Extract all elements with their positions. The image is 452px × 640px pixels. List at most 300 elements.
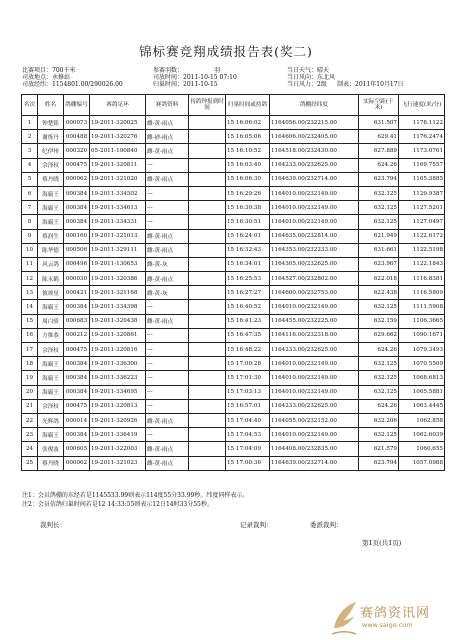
table-cell: 13 bbox=[22, 286, 38, 300]
table-cell: 雌-黄-雨点 bbox=[146, 116, 189, 130]
table-cell: 623.794 bbox=[359, 456, 399, 470]
table-cell: 海霸王 bbox=[38, 385, 64, 399]
table-cell: 谢炼丹 bbox=[38, 130, 64, 144]
committee-signature-label: 委派裁判： bbox=[310, 521, 343, 529]
table-cell: 25 bbox=[22, 456, 38, 470]
table-cell: --- bbox=[146, 201, 189, 215]
place-text: 司放地点：永修站 bbox=[22, 74, 71, 81]
table-cell: 624.26 bbox=[359, 158, 399, 172]
table-cell: 000421 bbox=[64, 286, 90, 300]
table-cell: 000475 bbox=[64, 158, 90, 172]
table-cell: 19-2011-320025 bbox=[90, 116, 146, 130]
table-cell: 624.26 bbox=[359, 343, 399, 357]
table-cell: 15 16:25:53 bbox=[226, 272, 270, 286]
table-cell: 1169.7557 bbox=[399, 158, 445, 172]
table-cell: 621.579 bbox=[359, 442, 399, 456]
table-cell: --- bbox=[146, 343, 189, 357]
table-cell: 彼竣星 bbox=[38, 286, 64, 300]
table-cell: 19-2011-336419 bbox=[90, 428, 146, 442]
table-cell: 1065.5881 bbox=[399, 385, 445, 399]
weather-text: 当日天气：晴天 bbox=[287, 67, 330, 74]
results-table bbox=[21, 94, 445, 471]
table-cell: 佘泽权 bbox=[38, 399, 64, 413]
entries-value: 羽 bbox=[214, 67, 221, 74]
table-cell: 631.661 bbox=[359, 243, 399, 257]
table-cell: 05-2011-190840 bbox=[90, 144, 146, 158]
table-cell bbox=[189, 144, 226, 158]
table-cell: 000384 bbox=[64, 371, 90, 385]
table-row bbox=[22, 257, 445, 271]
table-cell bbox=[189, 186, 226, 200]
table-cell: 632.125 bbox=[359, 357, 399, 371]
column-header: 名次 bbox=[22, 95, 38, 116]
table-cell: 1122.1843 bbox=[399, 257, 445, 271]
wind-force-text: 当日风力：2级 bbox=[287, 81, 327, 88]
table-cell: 000475 bbox=[64, 343, 90, 357]
table-cell: 15 17:01:30 bbox=[226, 371, 270, 385]
table-cell: 海霸王 bbox=[38, 201, 64, 215]
table-cell: 000384 bbox=[64, 357, 90, 371]
table-cell bbox=[189, 229, 226, 243]
table-cell: 000384 bbox=[64, 186, 90, 200]
table-row bbox=[22, 201, 445, 215]
table-cell: 9 bbox=[22, 229, 38, 243]
table-cell: 1164233.00/232625.00 bbox=[270, 158, 359, 172]
table-cell: 1164056.00/232215.00 bbox=[270, 116, 359, 130]
table-cell: 19-2011-320438 bbox=[90, 314, 146, 328]
table-row bbox=[22, 272, 445, 286]
table-cell: 000683 bbox=[64, 314, 90, 328]
table-cell: 19-2011-334695 bbox=[90, 385, 146, 399]
table-cell: 1164305.00/232625.00 bbox=[270, 257, 359, 271]
table-cell: 1 bbox=[22, 116, 38, 130]
table-cell: 1062.6039 bbox=[399, 428, 445, 442]
table-cell: 雌-黄-雨点 bbox=[146, 243, 189, 257]
table-cell: --- bbox=[146, 357, 189, 371]
table-cell: 15 17:04:09 bbox=[226, 442, 270, 456]
table-cell: 1063.4445 bbox=[399, 399, 445, 413]
table-cell: 风云鸽 bbox=[38, 257, 64, 271]
table-cell: 631.507 bbox=[359, 116, 399, 130]
table-row bbox=[22, 399, 445, 413]
table-cell: 1164010.00/232149.00 bbox=[270, 215, 359, 229]
table-cell: 陈永鹤 bbox=[38, 272, 64, 286]
table-cell: 15 bbox=[22, 314, 38, 328]
table-cell: 19-2011-320861 bbox=[90, 328, 146, 342]
table-header-row bbox=[22, 95, 445, 116]
table-cell: 632.125 bbox=[359, 371, 399, 385]
table-row bbox=[22, 116, 445, 130]
return-time-text: 归巢时间：2011-10-15 bbox=[153, 81, 218, 88]
table-row bbox=[22, 300, 445, 314]
table-cell bbox=[189, 286, 226, 300]
table-cell: 000384 bbox=[64, 385, 90, 399]
table-cell: 5 bbox=[22, 172, 38, 186]
table-cell: 佘泽权 bbox=[38, 343, 64, 357]
table-cell: 15 16:05:06 bbox=[226, 130, 270, 144]
table-cell: 632.125 bbox=[359, 385, 399, 399]
table-row bbox=[22, 215, 445, 229]
table-cell: --- bbox=[146, 399, 189, 413]
table-cell: 纪伊州 bbox=[38, 144, 64, 158]
table-cell: 1164639.00/232714.00 bbox=[270, 172, 359, 186]
table-cell: 19-2011-336300 bbox=[90, 357, 146, 371]
table-cell: 雌-黄-雨点 bbox=[146, 413, 189, 427]
table-cell: 雌-黄-雨点 bbox=[146, 442, 189, 456]
table-cell: 632.125 bbox=[359, 186, 399, 200]
table-cell: 1068.6813 bbox=[399, 371, 445, 385]
table-cell: 19-2011-329111 bbox=[90, 243, 146, 257]
table-cell: 1176.2474 bbox=[399, 130, 445, 144]
table-body bbox=[22, 116, 445, 471]
table-cell: 629.41 bbox=[359, 130, 399, 144]
table-cell: 629.662 bbox=[359, 328, 399, 342]
wind-direction-text: 当日风向：东北风 bbox=[287, 74, 336, 81]
table-cell: 19-2011-320926 bbox=[90, 413, 146, 427]
table-cell: 24 bbox=[22, 442, 38, 456]
table-cell: 1164233.00/232625.00 bbox=[270, 343, 359, 357]
table-cell: 19-2011-320816 bbox=[90, 343, 146, 357]
table-cell bbox=[189, 201, 226, 215]
table-cell: 1164518.00/232430.00 bbox=[270, 144, 359, 158]
table-cell: 1062.858 bbox=[399, 413, 445, 427]
table-cell: 632.125 bbox=[359, 300, 399, 314]
table-cell: 3 bbox=[22, 144, 38, 158]
table-cell: 佘泽权 bbox=[38, 158, 64, 172]
table-cell: 15 16:30:51 bbox=[226, 215, 270, 229]
table-cell: 15 16:06:02 bbox=[226, 116, 270, 130]
table-cell: 7 bbox=[22, 201, 38, 215]
table-cell: 1127.0497 bbox=[399, 215, 445, 229]
table-cell: 000062 bbox=[64, 456, 90, 470]
table-cell: 海霸王 bbox=[38, 186, 64, 200]
table-cell: 15 16:41:23 bbox=[226, 314, 270, 328]
coords-text: 司放经纬：1154801.00/290026.00 bbox=[22, 81, 123, 88]
table-cell: 15 16:24:01 bbox=[226, 229, 270, 243]
project-text: 比赛项目：700千米 bbox=[22, 67, 76, 74]
table-cell: 623.794 bbox=[359, 172, 399, 186]
column-header: 鸽棚经纬度 bbox=[270, 95, 359, 116]
table-cell: 1127.5201 bbox=[399, 201, 445, 215]
table-cell: 1164055.00/232152.00 bbox=[270, 413, 359, 427]
table-cell: 15 16:03:40 bbox=[226, 158, 270, 172]
table-cell: 海霸王 bbox=[38, 371, 64, 385]
table-cell: --- bbox=[146, 371, 189, 385]
table-cell: 15 16:57:01 bbox=[226, 399, 270, 413]
table-cell: 000384 bbox=[64, 215, 90, 229]
table-cell: 光辉鸽 bbox=[38, 413, 64, 427]
table-cell: 1164233.00/232625.00 bbox=[270, 399, 359, 413]
table-cell: 1164010.00/232149.00 bbox=[270, 428, 359, 442]
table-cell: 000384 bbox=[64, 300, 90, 314]
table-cell: 000506 bbox=[64, 243, 90, 257]
table-cell: 15 16:10:52 bbox=[226, 144, 270, 158]
table-cell: 蔡丹晓 bbox=[38, 172, 64, 186]
table-row bbox=[22, 456, 445, 470]
table-cell bbox=[189, 130, 226, 144]
table-cell: 雌-黄-雨点 bbox=[146, 144, 189, 158]
pigeon-logo-icon bbox=[330, 598, 358, 636]
column-header: 归巢时间或持鸽 bbox=[226, 95, 270, 116]
table-cell: 11 bbox=[22, 257, 38, 271]
page-number: 第1页(共1页) bbox=[362, 539, 402, 547]
table-cell bbox=[189, 328, 226, 342]
table-cell: 19-2011-334331 bbox=[90, 215, 146, 229]
entries-label: 参赛羽数： bbox=[153, 67, 184, 74]
table-cell: 19 bbox=[22, 371, 38, 385]
table-cell: --- bbox=[146, 300, 189, 314]
table-row bbox=[22, 371, 445, 385]
table-cell: 1173.0761 bbox=[399, 144, 445, 158]
table-cell: 1106.3665 bbox=[399, 314, 445, 328]
table-cell: 1164455.00/232225.00 bbox=[270, 314, 359, 328]
table-cell: 10 bbox=[22, 243, 38, 257]
table-cell: 19-2011-334613 bbox=[90, 201, 146, 215]
report-title: 锦标赛竞翔成绩报告表(奖二) bbox=[139, 44, 313, 59]
table-cell: 1164010.00/232149.00 bbox=[270, 201, 359, 215]
table-cell: --- bbox=[146, 428, 189, 442]
table-cell: 632.125 bbox=[359, 215, 399, 229]
table-cell: 1164600.00/232753.00 bbox=[270, 286, 359, 300]
table-cell: 1122.5198 bbox=[399, 243, 445, 257]
table-cell: 蔡润生 bbox=[38, 229, 64, 243]
column-header: 鸽棚编号 bbox=[64, 95, 90, 116]
table-cell: 1178.1122 bbox=[399, 116, 445, 130]
table-cell: 000014 bbox=[64, 413, 90, 427]
watermark bbox=[330, 598, 448, 638]
table-cell: 16 bbox=[22, 328, 38, 342]
table-cell: 19-2011-322003 bbox=[90, 442, 146, 456]
note-1: 注1：会员鸽棚的东经若是1145533.99则表示114度55分33.99秒。纬度同样表示。 bbox=[22, 492, 249, 499]
table-cell bbox=[189, 385, 226, 399]
table-cell: 19-2011-320276 bbox=[90, 130, 146, 144]
table-cell: 雌-黄-雨点 bbox=[146, 272, 189, 286]
table-cell: 1164010.00/232149.00 bbox=[270, 385, 359, 399]
table-cell: 1164635.00/232814.00 bbox=[270, 229, 359, 243]
table-cell: 1070.5509 bbox=[399, 357, 445, 371]
table-cell: 1122.6172 bbox=[399, 229, 445, 243]
column-header: 持鸽钟报到时间 bbox=[189, 95, 226, 116]
table-cell: 19-2011-334398 bbox=[90, 300, 146, 314]
table-cell bbox=[189, 172, 226, 186]
table-cell: 1164353.00/232233.00 bbox=[270, 243, 359, 257]
column-header: 姓名 bbox=[38, 95, 64, 116]
table-cell: 海霸王 bbox=[38, 300, 64, 314]
table-cell: 1079.3493 bbox=[399, 343, 445, 357]
table-row bbox=[22, 343, 445, 357]
table-cell: 海霸王 bbox=[38, 428, 64, 442]
table-cell: 雌-黄-灰 bbox=[146, 286, 189, 300]
table-cell: 15 16:40:52 bbox=[226, 300, 270, 314]
made-date-text: 制表：2011年10月17日 bbox=[337, 81, 404, 88]
table-cell: 622.438 bbox=[359, 286, 399, 300]
table-cell bbox=[189, 314, 226, 328]
table-cell: 632.125 bbox=[359, 201, 399, 215]
table-cell bbox=[189, 116, 226, 130]
column-header: 实际空距(千米) bbox=[359, 95, 399, 116]
table-cell: 15 17:03:13 bbox=[226, 385, 270, 399]
table-cell: 000030 bbox=[64, 272, 90, 286]
table-cell: 1090.1671 bbox=[399, 328, 445, 342]
table-cell: 1164010.00/232149.00 bbox=[270, 300, 359, 314]
table-cell bbox=[189, 371, 226, 385]
table-row bbox=[22, 314, 445, 328]
table-cell: 周白骄 bbox=[38, 314, 64, 328]
table-cell: 1164639.00/232714.00 bbox=[270, 456, 359, 470]
table-cell: 19-2011-321013 bbox=[90, 229, 146, 243]
table-cell: 000073 bbox=[64, 116, 90, 130]
table-row bbox=[22, 186, 445, 200]
table-cell: 1129.9387 bbox=[399, 186, 445, 200]
table-cell: 000212 bbox=[64, 328, 90, 342]
table-cell: --- bbox=[146, 215, 189, 229]
release-time-text: 司放时间：2011-10-15 07:10 bbox=[153, 74, 237, 81]
table-cell: --- bbox=[146, 328, 189, 342]
table-cell: 15 16:47:35 bbox=[226, 328, 270, 342]
table-cell: 15 17:00:28 bbox=[226, 357, 270, 371]
table-cell: 000062 bbox=[64, 172, 90, 186]
table-cell: 雌-黄-雨点 bbox=[146, 172, 189, 186]
watermark-text: 赛鸽资讯网 bbox=[360, 606, 431, 621]
table-cell: 1164116.00/232318.00 bbox=[270, 328, 359, 342]
table-row bbox=[22, 144, 445, 158]
notes-block bbox=[22, 492, 248, 509]
table-cell: 1164010.00/232149.00 bbox=[270, 357, 359, 371]
table-cell bbox=[189, 428, 226, 442]
table-cell: 海霸王 bbox=[38, 215, 64, 229]
table-row bbox=[22, 357, 445, 371]
table-cell: 000488 bbox=[64, 130, 90, 144]
table-cell: 15 17:04:49 bbox=[226, 413, 270, 427]
table-cell: 18 bbox=[22, 357, 38, 371]
table-cell bbox=[189, 272, 226, 286]
table-cell: 19-2011-320811 bbox=[90, 158, 146, 172]
table-cell bbox=[189, 413, 226, 427]
table-cell: 19-2011-320386 bbox=[90, 272, 146, 286]
table-cell: 方推恭 bbox=[38, 328, 64, 342]
column-header: 赛鸽资料 bbox=[146, 95, 189, 116]
table-cell bbox=[189, 300, 226, 314]
table-cell bbox=[189, 343, 226, 357]
table-cell: 632.206 bbox=[359, 413, 399, 427]
table-cell: 19-2011-321168 bbox=[90, 286, 146, 300]
table-cell: 6 bbox=[22, 186, 38, 200]
table-cell: 1060.655 bbox=[399, 442, 445, 456]
table-cell: 15 16:32:43 bbox=[226, 243, 270, 257]
table-row bbox=[22, 243, 445, 257]
table-cell: 19-2011-321023 bbox=[90, 456, 146, 470]
table-cell: 621.949 bbox=[359, 229, 399, 243]
table-cell: --- bbox=[146, 186, 189, 200]
table-row bbox=[22, 385, 445, 399]
table-cell: 4 bbox=[22, 158, 38, 172]
table-cell: 12 bbox=[22, 272, 38, 286]
table-cell: 蔡丹晓 bbox=[38, 456, 64, 470]
table-cell: 14 bbox=[22, 300, 38, 314]
table-cell: 1164408.00/232835.00 bbox=[270, 442, 359, 456]
table-cell: 15 17:00:36 bbox=[226, 456, 270, 470]
table-cell: 海霸王 bbox=[38, 357, 64, 371]
table-cell: 19-2011-336223 bbox=[90, 371, 146, 385]
table-row bbox=[22, 286, 445, 300]
table-row bbox=[22, 442, 445, 456]
table-cell: 632.125 bbox=[359, 428, 399, 442]
table-cell bbox=[189, 243, 226, 257]
table-cell: 19-2011-334502 bbox=[90, 186, 146, 200]
table-cell: 1116.5809 bbox=[399, 286, 445, 300]
table-cell: 23 bbox=[22, 428, 38, 442]
table-cell: 1057.0988 bbox=[399, 456, 445, 470]
table-cell: --- bbox=[146, 158, 189, 172]
table-cell: 雌-黄-雨点 bbox=[146, 456, 189, 470]
table-cell: 000475 bbox=[64, 399, 90, 413]
table-cell bbox=[189, 158, 226, 172]
table-cell: 000496 bbox=[64, 257, 90, 271]
table-cell: 15 16:48:22 bbox=[226, 343, 270, 357]
table-row bbox=[22, 172, 445, 186]
table-cell bbox=[189, 357, 226, 371]
table-row bbox=[22, 130, 445, 144]
watermark-url: www.saige.com bbox=[362, 621, 413, 629]
table-row bbox=[22, 229, 445, 243]
table-cell: 19-2011-320813 bbox=[90, 399, 146, 413]
table-cell: 2 bbox=[22, 130, 38, 144]
table-cell: 钟楚铭 bbox=[38, 116, 64, 130]
table-cell: 15 16:29:26 bbox=[226, 186, 270, 200]
table-cell: 624.26 bbox=[359, 399, 399, 413]
table-cell: 000384 bbox=[64, 428, 90, 442]
column-header: 赛鸽足环 bbox=[90, 95, 146, 116]
column-header: 飞行速度(米/分) bbox=[399, 95, 445, 116]
table-cell: 19-2011-130653 bbox=[90, 257, 146, 271]
table-cell: 632.159 bbox=[359, 314, 399, 328]
table-cell: 000320 bbox=[64, 144, 90, 158]
table-row bbox=[22, 328, 445, 342]
table-cell: 15 16:06:30 bbox=[226, 172, 270, 186]
table-cell: 15 16:30:38 bbox=[226, 201, 270, 215]
table-cell: 000384 bbox=[64, 201, 90, 215]
referee-signature-label: 裁判长： bbox=[40, 521, 66, 529]
table-cell: 1164527.00/232802.00 bbox=[270, 272, 359, 286]
table-cell: 22 bbox=[22, 413, 38, 427]
table-cell: 19-2011-321020 bbox=[90, 172, 146, 186]
table-cell: 1164010.00/232149.00 bbox=[270, 186, 359, 200]
table-row bbox=[22, 428, 445, 442]
table-cell: 1164606.00/232405.00 bbox=[270, 130, 359, 144]
table-cell: 雌-黄-雨点 bbox=[146, 229, 189, 243]
note-2: 注2：会员信鸽归巢时间若是12 14:33:55则表示12日14时33分55秒。 bbox=[22, 500, 213, 508]
table-cell: 1111.5908 bbox=[399, 300, 445, 314]
table-cell: 000160 bbox=[64, 229, 90, 243]
table-row bbox=[22, 413, 445, 427]
table-cell: 20 bbox=[22, 385, 38, 399]
table-cell: 1116.8381 bbox=[399, 272, 445, 286]
table-cell: 623.967 bbox=[359, 257, 399, 271]
table-cell bbox=[189, 456, 226, 470]
table-cell: 622.018 bbox=[359, 272, 399, 286]
table-cell: 1165.3885 bbox=[399, 172, 445, 186]
table-cell: --- bbox=[146, 385, 189, 399]
table-cell: 雌-黄-灰 bbox=[146, 257, 189, 271]
table-cell: 21 bbox=[22, 399, 38, 413]
table-cell: 8 bbox=[22, 215, 38, 229]
table-cell: 15 16:34:01 bbox=[226, 257, 270, 271]
table-cell bbox=[189, 215, 226, 229]
table-cell: 1164010.00/232149.00 bbox=[270, 371, 359, 385]
recorder-signature-label: 记录裁判： bbox=[240, 521, 273, 529]
table-cell: 15 17:04:53 bbox=[226, 428, 270, 442]
table-cell: 陈华德 bbox=[38, 243, 64, 257]
